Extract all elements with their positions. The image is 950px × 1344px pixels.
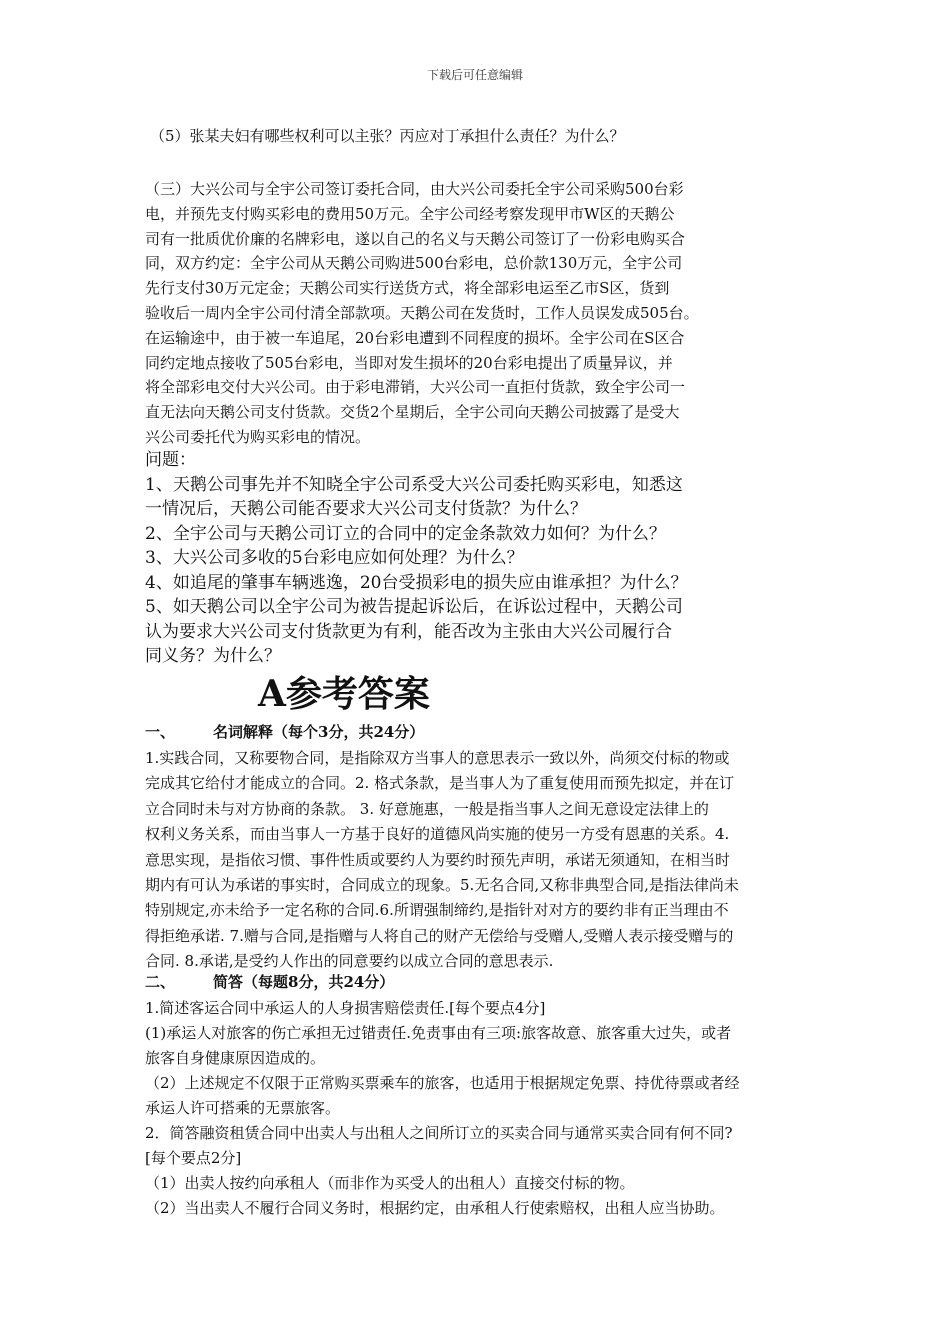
questions-list — [145, 448, 765, 669]
case-line: （三）大兴公司与全宇公司签订委托合同，由大兴公司委托全宇公司采购500台彩 — [145, 180, 684, 198]
answer-line: 立合同时未与对方协商的条款。 3. 好意施惠，一般是指当事人之间无意设定法律上的 — [145, 799, 709, 818]
answer-line: 承运人许可搭乘的无票旅客。 — [145, 1099, 341, 1117]
question-line: 认为要求大兴公司支付货款更为有利，能否改为主张由大兴公司履行合 — [145, 621, 672, 642]
section-2-heading — [145, 970, 394, 994]
section-1-title: 名词解释（每个3分，共24分） — [213, 723, 425, 741]
answer-line: 特别规定,亦未给予一定名称的合同.6.所谓强制缔约,是指针对对方的要约非有正当理由不 — [145, 901, 729, 920]
answer-line: 意思实现，是指依习惯、事件性质或要约人为要约时预先声明，承诺无须通知，在相当时 — [145, 850, 731, 869]
answer-line: (1)承运人对旅客的伤亡承担无过错责任.免责事由有三项:旅客故意、旅客重大过失，或者 — [145, 1024, 732, 1042]
section-2-number: 二、 — [145, 973, 176, 991]
answer-title: A参考答案 — [258, 673, 430, 715]
answer-line: （1）出卖人按约向承租人（而非作为买受人的出租人）直接交付标的物。 — [145, 1174, 635, 1192]
question-line: 2、全宇公司与天鹅公司订立的合同中的定金条款效力如何？为什么？ — [145, 523, 666, 544]
answer-line: 权利义务关系，而由当事人一方基于良好的道德风尚实施的使另一方受有恩惠的关系。4. — [145, 825, 730, 844]
section-2-title: 简答（每题8分，共24分） — [213, 973, 395, 991]
answer-line: 1.简述客运合同中承运人的人身损害赔偿责任.[每个要点4分] — [145, 999, 546, 1017]
answer-line: 旅客自身健康原因造成的。 — [145, 1049, 326, 1067]
section-1-number: 一、 — [145, 723, 176, 741]
page-header: 下载后可任意编辑 — [426, 68, 523, 82]
answer-line: 期内有可认为承诺的事实时，合同成立的现象。5.无名合同,又称非典型合同,是指法律尚未 — [145, 876, 739, 895]
question-line: 1、天鹅公司事先并不知晓全宇公司系受大兴公司委托购买彩电，知悉这 — [145, 474, 683, 495]
case-line: 同约定地点接收了505台彩电，当即对发生损坏的20台彩电提出了质量异议，并 — [145, 353, 673, 372]
answer-line: （2）当出卖人不履行合同义务时，根据约定，由承租人行使索赔权，出租人应当协助。 — [145, 1199, 725, 1217]
section-2-body — [145, 996, 815, 1221]
case-three-paragraph — [145, 177, 765, 450]
case-line: 直无法向天鹅公司支付货款。交货2个星期后，全宇公司向天鹅公司披露了是受大 — [145, 403, 680, 422]
case-line: 将全部彩电交付大兴公司。由于彩电滞销，大兴公司一直拒付货款，致全宇公司一 — [145, 378, 686, 397]
answer-line: 2．简答融资租赁合同中出卖人与出租人之间所订立的买卖合同与通常买卖合同有何不同? — [145, 1124, 733, 1142]
case-line: 电，并预先支付购买彩电的费用50万元。全宇公司经考察发现甲市W区的天鹅公 — [145, 204, 675, 223]
case-line: 同，双方约定：全宇公司从天鹅公司购进500台彩电，总价款130万元，全宇公司 — [145, 254, 683, 273]
answer-line: [每个要点2分] — [145, 1149, 242, 1167]
case-line: 先行支付30万元定金；天鹅公司实行送货方式，将全部彩电运至乙市S区，货到 — [145, 279, 670, 298]
question-line: 5、如天鹅公司以全宇公司为被告提起诉讼后，在诉讼过程中，天鹅公司 — [145, 597, 683, 617]
question-line: 3、大兴公司多收的5台彩电应如何处理？为什么？ — [145, 548, 524, 568]
case-line: 在运输途中，由于被一车追尾，20台彩电遭到不同程度的损坏。全宇公司在S区合 — [145, 328, 685, 347]
section-1-body — [145, 746, 815, 975]
question-line: 同义务？为什么？ — [145, 646, 281, 666]
case-line: 兴公司委托代为购买彩电的情况。 — [145, 427, 371, 446]
answer-line: 1.实践合同，又称要物合同，是指除双方当事人的意思表示一致以外，尚须交付标的物或 — [145, 749, 730, 767]
section-1-heading — [145, 720, 424, 744]
case-line: 司有一批质优价廉的名牌彩电，遂以自己的名义与天鹅公司签订了一份彩电购买合 — [145, 229, 686, 248]
answer-line: 完成其它给付才能成立的合同。2. 格式条款，是当事人为了重复使用而预先拟定，并在订 — [145, 774, 735, 793]
answer-line: 合同. 8.承诺,是受约人作出的同意要约以成立合同的意思表示. — [145, 952, 554, 971]
answer-line: 得拒绝承诺. 7.赠与合同,是指赠与人将自己的财产无偿给与受赠人,受赠人表示接受赠与的 — [145, 926, 734, 945]
question-line: 4、如追尾的肇事车辆逃逸，20台受损彩电的损失应由谁承担？为什么？ — [145, 572, 688, 593]
answer-line: （2）上述规定不仅限于正常购买票乘车的旅客，也适用于根据规定免票、持优待票或者经 — [145, 1074, 740, 1092]
case-line: 验收后一周内全宇公司付清全部款项。天鹅公司在发货时，工作人员误发成505台。 — [145, 303, 699, 322]
question-5-paragraph: （5）张某夫妇有哪些权利可以主张？丙应对丁承担什么责任？为什么？ — [150, 127, 625, 145]
questions-heading: 问题： — [145, 450, 196, 470]
question-line: 一情况后，天鹅公司能否要求大兴公司支付货款？为什么？ — [145, 499, 587, 519]
